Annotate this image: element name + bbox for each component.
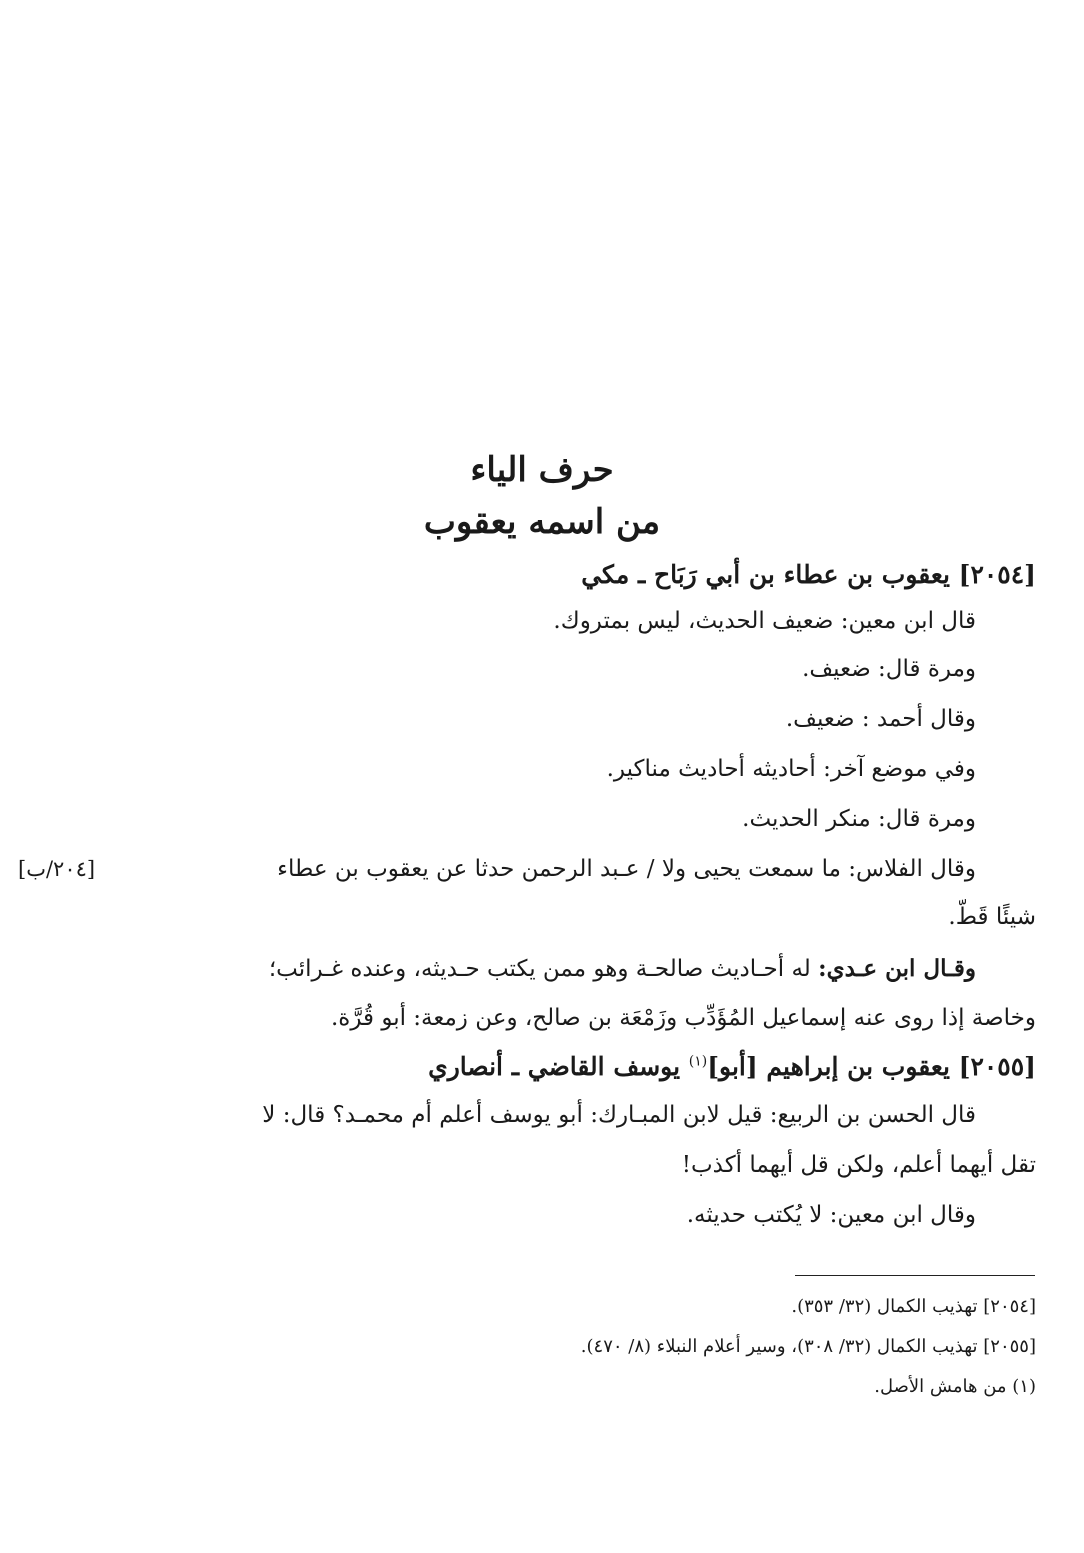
entry-2054-line-1: قال ابن معين: ضعيف الحديث، ليس بمتروك. [553,608,976,634]
footnote-2055: [٢٠٥٥] تهذيب الكمال (٣٢/ ٣٠٨)، وسير أعلام النبلاء (٨/ ٤٧٠). [580,1336,1036,1357]
section-heading: من اسمه يعقوب [423,502,661,542]
letter-heading: حرف الياء [470,450,614,490]
entry-2055-title [428,1052,1036,1081]
footnote-divider [795,1275,1035,1276]
entry-2055-line-1: قال الحسن بن الربيع: قيل لابن المبـارك: أبو يوسف أعلم أم محمـد؟ قال: لا [262,1102,976,1128]
entry-2054-line-6: وقال الفلاس: ما سمعت يحيى ولا / عـبد الرحمن حدثا عن يعقوب بن عطاء [277,856,976,882]
entry-2054-line-2: ومرة قال: ضعيف. [802,656,976,682]
entry-2055-title-a: [٢٠٥٥] يعقوب بن إبراهيم [أبو] [707,1052,1036,1081]
footnote-ref-1: (١) [688,1053,708,1070]
entry-2055-title-b: يوسف القاضي ـ أنصاري [428,1052,689,1081]
footnote-1: (١) من هامش الأصل. [874,1376,1036,1397]
ibn-adi-text: له أحـاديث صالحـة وهو ممن يكتب حـديثه، وعنده غـرائب؛ [268,956,819,982]
entry-2054-line-7: شيئًا قَطّ. [948,904,1036,930]
entry-2054-line-4: وفي موضع آخر: أحاديثه أحاديث مناكير. [606,756,976,782]
footnote-2054: [٢٠٥٤] تهذيب الكمال (٣٢/ ٣٥٣). [791,1296,1036,1317]
margin-folio-note: [٢٠٤/ب] [18,857,96,881]
entry-2054-ibn-adi [269,955,976,982]
entry-2054-line-3: وقال أحمد : ضعيف. [785,706,976,732]
entry-2054-line-5: ومرة قال: منكر الحديث. [742,806,976,832]
entry-2054-title: [٢٠٥٤] يعقوب بن عطاء بن أبي رَبَاح ـ مكي [581,560,1036,589]
entry-2055-line-2: تقل أيهما أعلم، ولكن قل أيهما أكذب! [681,1152,1036,1178]
entry-2054-ibn-adi-cont: وخاصة إذا روى عنه إسماعيل المُؤَدِّب وزَمْعَة بن صالح، وعن زمعة: أبو قُرَّة. [330,1005,1036,1031]
ibn-adi-label: وقـال ابن عـدي: [818,955,976,982]
entry-2055-line-3: وقال ابن معين: لا يُكتب حديثه. [686,1202,976,1228]
